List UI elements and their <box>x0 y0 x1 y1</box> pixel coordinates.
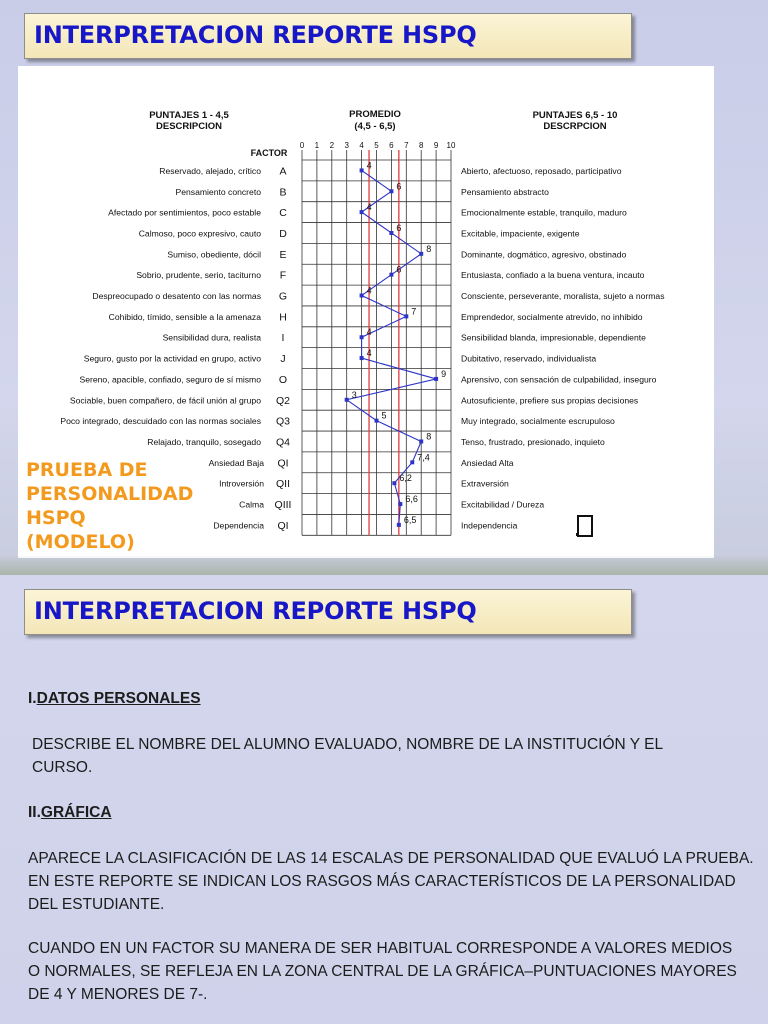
data-point-marker <box>419 439 423 443</box>
row-right-description: Ansiedad Alta <box>461 457 514 468</box>
row-factor-code: F <box>279 269 287 282</box>
data-point-marker <box>389 273 393 277</box>
prueba-personalidad-label <box>26 458 193 554</box>
data-point-label: 6 <box>396 181 402 192</box>
section-2-number: II. <box>28 804 41 821</box>
row-right-description: Entusiasta, confiado a la buena ventura, incauto <box>461 270 645 281</box>
data-point-marker <box>360 168 364 172</box>
section-1-body-line-1: DESCRIBE EL NOMBRE DEL ALUMNO EVALUADO, NOMBRE DE LA INSTITUCIÓN Y EL <box>32 736 664 753</box>
slide-2-title-box <box>24 589 632 635</box>
paragraph-2-line-2: O NORMALES, SE REFLEJA EN LA ZONA CENTRAL DE LA GRÁFICA–PUNTUACIONES MAYORES <box>28 963 737 980</box>
row-factor-code: Q4 <box>275 436 291 449</box>
x-tick-label: 1 <box>314 141 320 150</box>
data-point-label: 4 <box>366 202 372 213</box>
slide-1-title-box <box>24 13 632 59</box>
row-factor-code: I <box>281 332 285 345</box>
data-point-label: 7 <box>411 306 417 317</box>
header-center-line-2: (4,5 - 6,5) <box>354 121 396 132</box>
data-point-marker <box>360 356 364 360</box>
row-factor-code: Q3 <box>275 415 291 428</box>
row-factor-code: D <box>279 227 287 240</box>
data-point-marker <box>404 314 408 318</box>
row-factor-code: E <box>279 248 287 261</box>
row-right-description: Independencia <box>461 520 518 531</box>
row-left-description: Sociable, buen compañero, de fácil unión al grupo <box>69 395 261 406</box>
data-point-marker <box>398 502 402 506</box>
row-factor-code: O <box>278 373 288 386</box>
data-point-label: 6,5 <box>403 514 417 525</box>
x-tick-label: 6 <box>389 141 394 150</box>
data-point-label: 6 <box>396 264 402 275</box>
row-right-description: Dominante, dogmático, agresivo, obstinado <box>461 249 627 260</box>
x-tick-labels <box>300 141 456 150</box>
data-point-marker <box>360 335 364 339</box>
data-point-marker <box>360 294 364 298</box>
row-left-description: Afectado por sentimientos, poco estable <box>108 207 261 218</box>
reference-lines <box>366 150 402 535</box>
chart-grid <box>302 150 451 535</box>
data-point-marker <box>345 398 349 402</box>
row-right-description: Tenso, frustrado, presionado, inquieto <box>461 436 605 447</box>
section-2-heading <box>28 801 112 824</box>
data-point-label: 7,4 <box>417 452 430 463</box>
data-point-label: 8 <box>426 431 432 442</box>
data-point-label: 4 <box>366 348 372 359</box>
data-point-marker <box>392 481 396 485</box>
row-right-description: Excitable, impaciente, exigente <box>461 228 580 239</box>
paragraph-2-line-1: CUANDO EN UN FACTOR SU MANERA DE SER HABITUAL CORRESPONDE A VALORES MEDIOS <box>28 940 733 957</box>
x-tick-label: 3 <box>344 141 349 150</box>
data-point-label: 4 <box>366 327 372 338</box>
data-point-label: 4 <box>366 285 372 296</box>
paragraph-1-line-2: EN ESTE REPORTE SE INDICAN LOS RASGOS MÁS CARACTERÍSTICOS DE LA PERSONALIDAD <box>28 873 736 890</box>
row-factor-code: G <box>278 290 288 303</box>
row-factor-code: QI <box>277 519 289 532</box>
data-point-marker <box>419 252 423 256</box>
row-right-description: Dubitativo, reservado, individualista <box>461 353 597 364</box>
paragraph-1-line-3: DEL ESTUDIANTE. <box>28 896 165 913</box>
row-left-description: Cohibido, tímido, sensible a la amenaza <box>108 311 261 322</box>
data-point-marker <box>434 377 438 381</box>
data-point-label: 6 <box>396 222 402 233</box>
row-left-description: Relajado, tranquilo, sosegado <box>147 436 261 447</box>
row-left-description: Sensibilidad dura, realista <box>162 332 261 343</box>
section-2-paragraph-1 <box>28 847 754 916</box>
overlay-line-4: (MODELO) <box>26 531 135 553</box>
row-factor-code: QII <box>275 478 291 491</box>
row-left-description: Despreocupado o desatento con las normas <box>92 291 261 302</box>
data-point-label: 9 <box>441 368 447 379</box>
row-right-description: Emocionalmente estable, tranquilo, maduro <box>461 207 627 218</box>
profile-series <box>345 160 446 526</box>
hspq-profile-chart <box>18 66 714 558</box>
x-tick-label: 2 <box>329 141 335 150</box>
x-tick-label: 9 <box>433 141 439 150</box>
row-right-description: Muy integrado, socialmente escrupuloso <box>461 416 615 427</box>
section-1-body <box>32 733 663 779</box>
slide-2-title: INTERPRETACION REPORTE HSPQ <box>34 597 477 625</box>
x-tick-label: 10 <box>446 141 456 150</box>
row-factor-code: J <box>280 353 286 366</box>
header-left-line-2: DESCRIPCION <box>156 121 222 132</box>
row-factor-code: A <box>279 165 287 178</box>
row-left-description: Pensamiento concreto <box>175 186 261 197</box>
data-point-marker <box>397 523 401 527</box>
row-right-description: Aprensivo, con sensación de culpabilidad, inseguro <box>461 374 657 385</box>
row-factor-code: Q2 <box>275 394 291 407</box>
row-right-description: Extraversión <box>461 478 509 489</box>
row-right-description: Sensibilidad blanda, impresionable, dependiente <box>461 332 646 343</box>
row-left-description: Seguro, gusto por la actividad en grupo, activo <box>83 353 261 364</box>
header-right-line-2: DESCRPCION <box>543 121 607 132</box>
row-factor-code: H <box>279 311 287 324</box>
paragraph-1-line-1: APARECE LA CLASIFICACIÓN DE LAS 14 ESCALAS DE PERSONALIDAD QUE EVALUÓ LA PRUEBA. <box>28 850 754 867</box>
section-1-heading <box>28 687 201 710</box>
x-tick-label: 4 <box>359 141 364 150</box>
row-left-description: Calmoso, poco expresivo, cauto <box>138 228 261 239</box>
header-right-line-1: PUNTAJES 6,5 - 10 <box>532 110 618 121</box>
overlay-line-2: PERSONALIDAD <box>26 483 194 505</box>
data-point-label: 8 <box>426 243 432 254</box>
factor-header: FACTOR <box>250 148 288 158</box>
paragraph-2-line-3: DE 4 Y MENORES DE 7-. <box>28 986 208 1003</box>
x-tick-label: 5 <box>374 141 379 150</box>
row-factor-code: B <box>279 186 287 199</box>
row-left-description: Calma <box>239 499 264 510</box>
data-point-label: 6,2 <box>399 473 412 484</box>
row-right-description: Autosuficiente, prefiere sus propias decisiones <box>461 395 639 406</box>
data-point-marker <box>389 189 393 193</box>
row-left-description: Sobrio, prudente, serio, taciturno <box>136 270 261 281</box>
row-right-description: Consciente, perseverante, moralista, sujeto a normas <box>461 291 665 302</box>
data-point-label: 5 <box>381 410 387 421</box>
x-tick-label: 0 <box>299 141 305 150</box>
row-right-description: Excitabilidad / Dureza <box>461 499 545 510</box>
row-factor-code: QIII <box>274 499 292 512</box>
data-point-label: 6,6 <box>405 494 418 505</box>
x-tick-label: 8 <box>418 141 424 150</box>
row-right-description: Emprendedor, socialmente atrevido, no inhibido <box>461 311 643 322</box>
slide-2 <box>0 575 768 1024</box>
data-point-marker <box>389 231 393 235</box>
row-left-description: Sumiso, obediente, dócil <box>167 249 261 260</box>
data-point-marker <box>360 210 364 214</box>
row-right-description: Abierto, afectuoso, reposado, participativo <box>461 165 622 176</box>
data-point-marker <box>375 419 379 423</box>
data-point-marker <box>410 460 414 464</box>
section-2-paragraph-2 <box>28 937 737 1006</box>
row-left-description: Dependencia <box>213 520 264 531</box>
row-left-description: Reservado, alejado, crítico <box>159 165 261 176</box>
section-1-title: DATOS PERSONALES <box>36 690 201 707</box>
header-center-line-1: PROMEDIO <box>349 109 401 120</box>
row-left-description: Poco integrado, descuidado con las normas sociales <box>60 416 261 427</box>
x-tick-label: 7 <box>404 141 409 150</box>
overlay-line-3: HSPQ <box>26 507 86 529</box>
data-point-label: 4 <box>366 160 372 171</box>
section-1-body-line-2: CURSO. <box>32 759 93 776</box>
header-left-line-1: PUNTAJES 1 - 4,5 <box>149 110 229 121</box>
row-factor-code: C <box>279 207 287 220</box>
row-left-description: Ansiedad Baja <box>208 457 264 468</box>
checkbox-glyph <box>576 516 592 536</box>
row-left-description: Sereno, apacible, confiado, seguro de sí mismo <box>79 374 261 385</box>
section-2-title: GRÁFICA <box>40 804 112 821</box>
slide-1-title: INTERPRETACION REPORTE HSPQ <box>34 21 477 49</box>
overlay-line-1: PRUEBA DE <box>26 459 148 481</box>
data-point-label: 3 <box>351 389 357 400</box>
row-left-description: Introversión <box>219 478 264 489</box>
row-right-description: Pensamiento abstracto <box>461 186 549 197</box>
row-factor-code: QI <box>277 457 289 470</box>
section-1-number: I. <box>28 690 37 707</box>
